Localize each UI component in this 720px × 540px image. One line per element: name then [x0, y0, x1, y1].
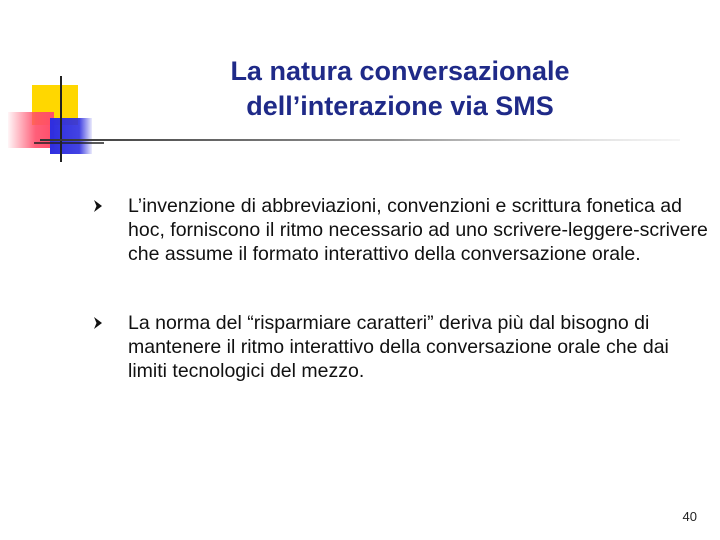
slide-title-line-1: La natura conversazionale	[230, 56, 570, 86]
title-underline-rule	[40, 139, 680, 141]
bullet-list	[118, 194, 708, 428]
slide-title	[150, 54, 650, 124]
page-number: 40	[682, 509, 697, 524]
list-item	[118, 311, 708, 383]
bullet-text: L’invenzione di abbreviazioni, convenzioni e scrittura fonetica ad hoc, forniscono il ritmo necessario ad uno scrivere-leggere-scrivere che assume il formato interattivo della conversazione orale.	[128, 195, 708, 265]
list-item	[118, 194, 708, 266]
slide-title-line-2: dell’interazione via SMS	[246, 91, 554, 121]
arrowhead-bullet-icon	[91, 313, 105, 333]
squares-crosshair-logo-icon	[0, 70, 110, 170]
bullet-text: La norma del “risparmiare caratteri” deriva più dal bisogno di mantenere il ritmo interattivo della conversazione orale che dai limiti tecnologici del mezzo.	[128, 312, 669, 382]
arrowhead-bullet-icon	[91, 196, 105, 216]
